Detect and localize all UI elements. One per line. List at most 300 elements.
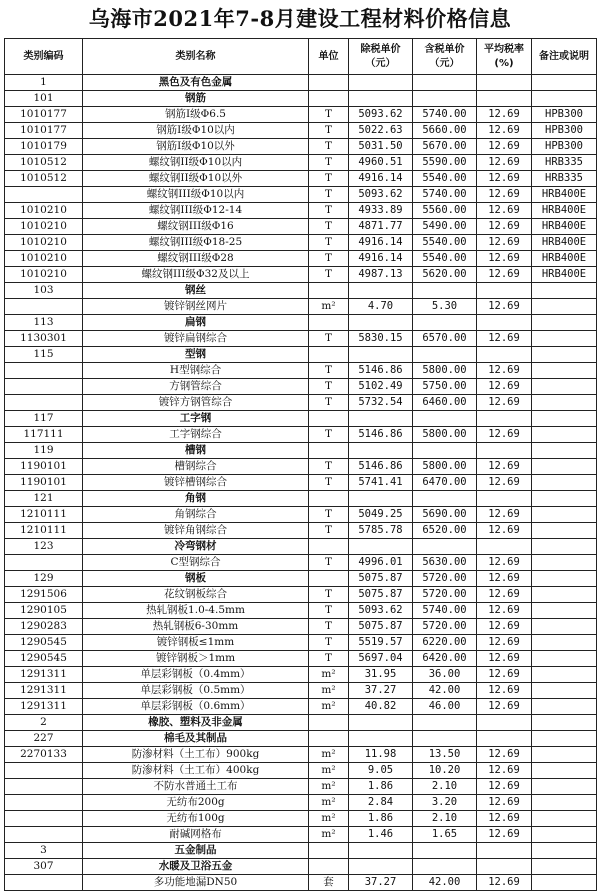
cell-name: 水暖及卫浴五金 bbox=[83, 859, 309, 875]
table-row bbox=[5, 187, 597, 203]
cell-note: HRB400E bbox=[532, 251, 597, 267]
cell-code: 103 bbox=[5, 283, 83, 299]
cell-code: 1010210 bbox=[5, 219, 83, 235]
cell-unit: m² bbox=[309, 747, 349, 763]
cell-unit: T bbox=[309, 203, 349, 219]
table-row bbox=[5, 795, 597, 811]
cell-code: 1190101 bbox=[5, 459, 83, 475]
cell-price-in-tax: 5540.00 bbox=[413, 251, 477, 267]
table-row bbox=[5, 443, 597, 459]
cell-code: 3 bbox=[5, 843, 83, 859]
cell-price-in-tax: 5720.00 bbox=[413, 619, 477, 635]
cell-name: 方钢管综合 bbox=[83, 379, 309, 395]
table-row bbox=[5, 155, 597, 171]
cell-note bbox=[532, 75, 597, 91]
cell-name: 热轧钢板1.0-4.5mm bbox=[83, 603, 309, 619]
cell-code: 1010179 bbox=[5, 139, 83, 155]
cell-code: 1010512 bbox=[5, 171, 83, 187]
cell-note: HPB300 bbox=[532, 107, 597, 123]
cell-price-in-tax bbox=[413, 347, 477, 363]
cell-price-ex-tax: 5049.25 bbox=[349, 507, 413, 523]
cell-tax-rate bbox=[477, 715, 532, 731]
cell-note bbox=[532, 379, 597, 395]
cell-unit: T bbox=[309, 251, 349, 267]
cell-code: 1010210 bbox=[5, 235, 83, 251]
cell-unit bbox=[309, 91, 349, 107]
cell-code: 1210111 bbox=[5, 523, 83, 539]
cell-price-ex-tax: 5785.78 bbox=[349, 523, 413, 539]
cell-code bbox=[5, 299, 83, 315]
cell-unit: T bbox=[309, 107, 349, 123]
cell-code: 227 bbox=[5, 731, 83, 747]
cell-tax-rate: 12.69 bbox=[477, 219, 532, 235]
cell-note bbox=[532, 747, 597, 763]
cell-name: 螺纹钢III级Φ16 bbox=[83, 219, 309, 235]
cell-price-in-tax bbox=[413, 731, 477, 747]
cell-name: 单层彩钢板（0.6mm） bbox=[83, 699, 309, 715]
cell-price-in-tax: 3.20 bbox=[413, 795, 477, 811]
table-row bbox=[5, 475, 597, 491]
cell-tax-rate: 12.69 bbox=[477, 875, 532, 891]
cell-price-ex-tax: 2.84 bbox=[349, 795, 413, 811]
cell-unit bbox=[309, 539, 349, 555]
cell-price-ex-tax: 40.82 bbox=[349, 699, 413, 715]
cell-code: 101 bbox=[5, 91, 83, 107]
table-row bbox=[5, 75, 597, 91]
table-row bbox=[5, 107, 597, 123]
cell-tax-rate: 12.69 bbox=[477, 171, 532, 187]
cell-code: 129 bbox=[5, 571, 83, 587]
cell-name: 镀锌钢板＞1mm bbox=[83, 651, 309, 667]
cell-name: 钢筋I级Φ10以内 bbox=[83, 123, 309, 139]
cell-price-ex-tax: 5146.86 bbox=[349, 363, 413, 379]
cell-tax-rate: 12.69 bbox=[477, 795, 532, 811]
cell-price-in-tax: 5540.00 bbox=[413, 171, 477, 187]
table-row bbox=[5, 811, 597, 827]
cell-code: 2270133 bbox=[5, 747, 83, 763]
cell-price-in-tax: 5740.00 bbox=[413, 107, 477, 123]
cell-price-in-tax: 6470.00 bbox=[413, 475, 477, 491]
cell-name: 防渗材料（土工布）900kg bbox=[83, 747, 309, 763]
cell-price-in-tax: 5630.00 bbox=[413, 555, 477, 571]
cell-code: 1010210 bbox=[5, 251, 83, 267]
cell-tax-rate: 12.69 bbox=[477, 635, 532, 651]
cell-note bbox=[532, 331, 597, 347]
cell-code bbox=[5, 363, 83, 379]
cell-note bbox=[532, 763, 597, 779]
cell-tax-rate: 12.69 bbox=[477, 251, 532, 267]
cell-unit: T bbox=[309, 331, 349, 347]
cell-name: C型钢综合 bbox=[83, 555, 309, 571]
cell-note bbox=[532, 363, 597, 379]
cell-unit: m² bbox=[309, 699, 349, 715]
cell-code bbox=[5, 795, 83, 811]
table-row bbox=[5, 315, 597, 331]
cell-price-in-tax bbox=[413, 411, 477, 427]
cell-name: 橡胶、塑料及非金属 bbox=[83, 715, 309, 731]
cell-code: 1291506 bbox=[5, 587, 83, 603]
table-row bbox=[5, 283, 597, 299]
header-code: 类别编码 bbox=[5, 39, 83, 75]
cell-price-ex-tax: 9.05 bbox=[349, 763, 413, 779]
cell-tax-rate bbox=[477, 443, 532, 459]
cell-note bbox=[532, 715, 597, 731]
cell-unit: T bbox=[309, 123, 349, 139]
cell-price-in-tax: 1.65 bbox=[413, 827, 477, 843]
cell-tax-rate: 12.69 bbox=[477, 155, 532, 171]
cell-note bbox=[532, 299, 597, 315]
cell-name: 棉毛及其制品 bbox=[83, 731, 309, 747]
cell-price-in-tax bbox=[413, 715, 477, 731]
cell-unit: T bbox=[309, 171, 349, 187]
cell-tax-rate: 12.69 bbox=[477, 667, 532, 683]
cell-code bbox=[5, 875, 83, 891]
table-row bbox=[5, 491, 597, 507]
cell-tax-rate bbox=[477, 859, 532, 875]
table-row bbox=[5, 507, 597, 523]
cell-tax-rate bbox=[477, 347, 532, 363]
cell-price-ex-tax: 37.27 bbox=[349, 875, 413, 891]
cell-price-ex-tax: 5075.87 bbox=[349, 587, 413, 603]
cell-tax-rate: 12.69 bbox=[477, 235, 532, 251]
cell-code: 117 bbox=[5, 411, 83, 427]
cell-note bbox=[532, 475, 597, 491]
cell-price-in-tax: 6420.00 bbox=[413, 651, 477, 667]
cell-price-in-tax bbox=[413, 443, 477, 459]
cell-code: 113 bbox=[5, 315, 83, 331]
cell-note: HRB400E bbox=[532, 187, 597, 203]
cell-code: 1290105 bbox=[5, 603, 83, 619]
cell-price-ex-tax bbox=[349, 859, 413, 875]
table-row bbox=[5, 139, 597, 155]
cell-code: 1010512 bbox=[5, 155, 83, 171]
cell-unit: T bbox=[309, 235, 349, 251]
cell-price-ex-tax: 4960.51 bbox=[349, 155, 413, 171]
cell-unit: T bbox=[309, 619, 349, 635]
cell-name: 工字钢 bbox=[83, 411, 309, 427]
cell-price-ex-tax: 5732.54 bbox=[349, 395, 413, 411]
cell-code bbox=[5, 763, 83, 779]
cell-price-in-tax: 13.50 bbox=[413, 747, 477, 763]
cell-tax-rate: 12.69 bbox=[477, 203, 532, 219]
cell-name: 型钢 bbox=[83, 347, 309, 363]
cell-price-in-tax: 5590.00 bbox=[413, 155, 477, 171]
cell-tax-rate: 12.69 bbox=[477, 811, 532, 827]
cell-name: 黑色及有色金属 bbox=[83, 75, 309, 91]
cell-price-in-tax: 5660.00 bbox=[413, 123, 477, 139]
cell-code: 1190101 bbox=[5, 475, 83, 491]
cell-price-ex-tax bbox=[349, 315, 413, 331]
cell-note bbox=[532, 667, 597, 683]
table-row bbox=[5, 203, 597, 219]
cell-price-in-tax: 5720.00 bbox=[413, 587, 477, 603]
cell-unit bbox=[309, 843, 349, 859]
cell-price-in-tax: 5720.00 bbox=[413, 571, 477, 587]
cell-price-in-tax: 46.00 bbox=[413, 699, 477, 715]
cell-price-in-tax: 5490.00 bbox=[413, 219, 477, 235]
cell-unit: m² bbox=[309, 667, 349, 683]
cell-tax-rate: 12.69 bbox=[477, 619, 532, 635]
cell-name: H型钢综合 bbox=[83, 363, 309, 379]
header-note: 备注或说明 bbox=[532, 39, 597, 75]
cell-note bbox=[532, 731, 597, 747]
cell-price-in-tax bbox=[413, 539, 477, 555]
cell-unit: T bbox=[309, 459, 349, 475]
table-row bbox=[5, 539, 597, 555]
cell-note bbox=[532, 651, 597, 667]
cell-price-in-tax: 5540.00 bbox=[413, 235, 477, 251]
header-price-in-tax: 含税单价（元） bbox=[413, 39, 477, 75]
cell-tax-rate bbox=[477, 411, 532, 427]
cell-tax-rate bbox=[477, 91, 532, 107]
cell-unit: T bbox=[309, 267, 349, 283]
table-row bbox=[5, 715, 597, 731]
cell-unit: m² bbox=[309, 795, 349, 811]
cell-code: 1010210 bbox=[5, 203, 83, 219]
cell-tax-rate: 12.69 bbox=[477, 587, 532, 603]
cell-note bbox=[532, 91, 597, 107]
cell-price-ex-tax bbox=[349, 283, 413, 299]
table-row bbox=[5, 747, 597, 763]
cell-name: 镀锌角钢综合 bbox=[83, 523, 309, 539]
cell-price-in-tax: 5740.00 bbox=[413, 603, 477, 619]
cell-code bbox=[5, 779, 83, 795]
cell-tax-rate: 12.69 bbox=[477, 331, 532, 347]
cell-unit: T bbox=[309, 139, 349, 155]
cell-unit: T bbox=[309, 635, 349, 651]
cell-name: 槽钢综合 bbox=[83, 459, 309, 475]
cell-code bbox=[5, 395, 83, 411]
cell-unit: T bbox=[309, 603, 349, 619]
cell-price-ex-tax: 5697.04 bbox=[349, 651, 413, 667]
cell-price-ex-tax: 4996.01 bbox=[349, 555, 413, 571]
table-row bbox=[5, 459, 597, 475]
cell-unit: m² bbox=[309, 299, 349, 315]
cell-unit: T bbox=[309, 395, 349, 411]
cell-note bbox=[532, 827, 597, 843]
cell-price-ex-tax: 5022.63 bbox=[349, 123, 413, 139]
cell-tax-rate bbox=[477, 75, 532, 91]
cell-note bbox=[532, 491, 597, 507]
cell-price-ex-tax: 5031.50 bbox=[349, 139, 413, 155]
cell-name: 镀锌钢板≤1mm bbox=[83, 635, 309, 651]
cell-name: 多功能地漏DN50 bbox=[83, 875, 309, 891]
cell-code: 1010210 bbox=[5, 267, 83, 283]
cell-price-ex-tax: 4916.14 bbox=[349, 251, 413, 267]
cell-note bbox=[532, 859, 597, 875]
cell-name: 镀锌钢丝网片 bbox=[83, 299, 309, 315]
cell-code: 119 bbox=[5, 443, 83, 459]
table-row bbox=[5, 683, 597, 699]
cell-price-in-tax: 10.20 bbox=[413, 763, 477, 779]
cell-unit: T bbox=[309, 651, 349, 667]
table-row bbox=[5, 171, 597, 187]
cell-price-ex-tax bbox=[349, 91, 413, 107]
table-row bbox=[5, 363, 597, 379]
header-row bbox=[5, 39, 597, 75]
cell-note bbox=[532, 539, 597, 555]
cell-tax-rate: 12.69 bbox=[477, 395, 532, 411]
cell-price-ex-tax: 4933.89 bbox=[349, 203, 413, 219]
cell-price-in-tax: 6220.00 bbox=[413, 635, 477, 651]
header-price-ex-tax: 除税单价（元） bbox=[349, 39, 413, 75]
cell-name: 螺纹钢III级Φ12-14 bbox=[83, 203, 309, 219]
cell-tax-rate bbox=[477, 539, 532, 555]
cell-price-ex-tax bbox=[349, 491, 413, 507]
cell-code: 1291311 bbox=[5, 667, 83, 683]
price-table bbox=[4, 38, 597, 891]
cell-tax-rate: 12.69 bbox=[477, 363, 532, 379]
cell-note bbox=[532, 315, 597, 331]
table-row bbox=[5, 779, 597, 795]
cell-note bbox=[532, 779, 597, 795]
cell-unit bbox=[309, 859, 349, 875]
table-row bbox=[5, 587, 597, 603]
cell-code: 117111 bbox=[5, 427, 83, 443]
cell-unit: T bbox=[309, 507, 349, 523]
cell-unit: m² bbox=[309, 779, 349, 795]
cell-price-ex-tax: 1.86 bbox=[349, 811, 413, 827]
cell-note bbox=[532, 507, 597, 523]
cell-tax-rate: 12.69 bbox=[477, 187, 532, 203]
cell-note bbox=[532, 683, 597, 699]
cell-code: 115 bbox=[5, 347, 83, 363]
cell-tax-rate: 12.69 bbox=[477, 603, 532, 619]
table-row bbox=[5, 251, 597, 267]
cell-unit: 套 bbox=[309, 875, 349, 891]
table-row bbox=[5, 859, 597, 875]
table-row bbox=[5, 267, 597, 283]
cell-price-in-tax: 5560.00 bbox=[413, 203, 477, 219]
cell-code: 1130301 bbox=[5, 331, 83, 347]
table-row bbox=[5, 379, 597, 395]
cell-price-ex-tax: 4987.13 bbox=[349, 267, 413, 283]
cell-unit: m² bbox=[309, 683, 349, 699]
cell-unit bbox=[309, 491, 349, 507]
table-row bbox=[5, 123, 597, 139]
cell-name: 无纺布100g bbox=[83, 811, 309, 827]
cell-price-ex-tax: 11.98 bbox=[349, 747, 413, 763]
cell-name: 镀锌扁钢综合 bbox=[83, 331, 309, 347]
cell-price-in-tax: 6460.00 bbox=[413, 395, 477, 411]
cell-unit: T bbox=[309, 363, 349, 379]
cell-price-ex-tax: 5075.87 bbox=[349, 619, 413, 635]
cell-price-in-tax: 36.00 bbox=[413, 667, 477, 683]
cell-unit bbox=[309, 443, 349, 459]
cell-unit: T bbox=[309, 523, 349, 539]
cell-price-in-tax bbox=[413, 843, 477, 859]
cell-tax-rate bbox=[477, 283, 532, 299]
cell-tax-rate: 12.69 bbox=[477, 427, 532, 443]
cell-price-in-tax: 42.00 bbox=[413, 683, 477, 699]
cell-note: HRB400E bbox=[532, 203, 597, 219]
cell-code: 1 bbox=[5, 75, 83, 91]
cell-name: 扁钢 bbox=[83, 315, 309, 331]
table-body bbox=[5, 75, 597, 891]
table-row bbox=[5, 235, 597, 251]
cell-price-in-tax: 5670.00 bbox=[413, 139, 477, 155]
cell-tax-rate: 12.69 bbox=[477, 107, 532, 123]
cell-tax-rate: 12.69 bbox=[477, 123, 532, 139]
cell-price-ex-tax bbox=[349, 539, 413, 555]
cell-note bbox=[532, 843, 597, 859]
cell-unit: m² bbox=[309, 763, 349, 779]
cell-name: 镀锌方钢管综合 bbox=[83, 395, 309, 411]
cell-name: 钢丝 bbox=[83, 283, 309, 299]
cell-tax-rate bbox=[477, 315, 532, 331]
cell-tax-rate bbox=[477, 843, 532, 859]
cell-price-ex-tax: 1.86 bbox=[349, 779, 413, 795]
cell-unit: T bbox=[309, 155, 349, 171]
cell-note bbox=[532, 587, 597, 603]
table-row bbox=[5, 91, 597, 107]
cell-code: 123 bbox=[5, 539, 83, 555]
cell-unit: T bbox=[309, 587, 349, 603]
cell-name: 钢筋I级Φ6.5 bbox=[83, 107, 309, 123]
cell-note: HRB400E bbox=[532, 235, 597, 251]
cell-price-ex-tax: 5102.49 bbox=[349, 379, 413, 395]
cell-name: 槽钢 bbox=[83, 443, 309, 459]
cell-price-in-tax: 5750.00 bbox=[413, 379, 477, 395]
cell-price-ex-tax: 4916.14 bbox=[349, 235, 413, 251]
cell-price-in-tax: 5620.00 bbox=[413, 267, 477, 283]
table-row bbox=[5, 555, 597, 571]
cell-tax-rate: 12.69 bbox=[477, 139, 532, 155]
table-row bbox=[5, 619, 597, 635]
cell-name: 工字钢综合 bbox=[83, 427, 309, 443]
cell-tax-rate: 12.69 bbox=[477, 379, 532, 395]
cell-note bbox=[532, 427, 597, 443]
cell-price-in-tax: 2.10 bbox=[413, 779, 477, 795]
cell-price-in-tax bbox=[413, 91, 477, 107]
cell-note bbox=[532, 795, 597, 811]
cell-note bbox=[532, 571, 597, 587]
table-row bbox=[5, 763, 597, 779]
cell-code: 1290545 bbox=[5, 651, 83, 667]
cell-code: 1010177 bbox=[5, 107, 83, 123]
table-row bbox=[5, 875, 597, 891]
cell-name: 冷弯钢材 bbox=[83, 539, 309, 555]
cell-code: 121 bbox=[5, 491, 83, 507]
cell-price-ex-tax: 5146.86 bbox=[349, 459, 413, 475]
cell-unit bbox=[309, 75, 349, 91]
table-row bbox=[5, 523, 597, 539]
cell-price-ex-tax: 4.70 bbox=[349, 299, 413, 315]
cell-tax-rate: 12.69 bbox=[477, 683, 532, 699]
cell-price-ex-tax bbox=[349, 731, 413, 747]
cell-name: 螺纹钢III级Φ10以内 bbox=[83, 187, 309, 203]
cell-name: 单层彩钢板（0.5mm） bbox=[83, 683, 309, 699]
cell-tax-rate bbox=[477, 491, 532, 507]
cell-price-in-tax: 5800.00 bbox=[413, 459, 477, 475]
cell-tax-rate: 12.69 bbox=[477, 523, 532, 539]
cell-tax-rate: 12.69 bbox=[477, 459, 532, 475]
table-row bbox=[5, 651, 597, 667]
cell-name: 钢筋I级Φ10以外 bbox=[83, 139, 309, 155]
cell-note bbox=[532, 619, 597, 635]
table-row bbox=[5, 827, 597, 843]
table-row bbox=[5, 395, 597, 411]
cell-note: HRB400E bbox=[532, 219, 597, 235]
cell-name: 单层彩钢板（0.4mm） bbox=[83, 667, 309, 683]
cell-unit bbox=[309, 411, 349, 427]
cell-unit: T bbox=[309, 427, 349, 443]
cell-name: 钢筋 bbox=[83, 91, 309, 107]
cell-note bbox=[532, 699, 597, 715]
cell-price-ex-tax: 5093.62 bbox=[349, 107, 413, 123]
cell-unit: m² bbox=[309, 827, 349, 843]
cell-tax-rate: 12.69 bbox=[477, 747, 532, 763]
